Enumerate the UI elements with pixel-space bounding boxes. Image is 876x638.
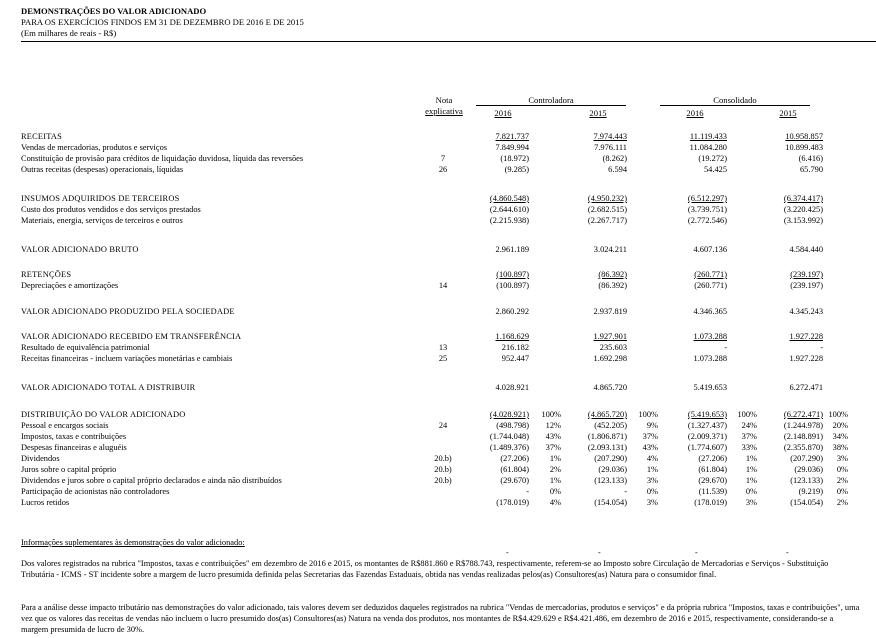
row-value: (86.392) <box>598 270 627 279</box>
row-label: Lucros retidos <box>21 498 70 507</box>
row-value: (4.028.921) <box>489 410 529 419</box>
row-value: (8.262) <box>602 154 627 163</box>
row-percent: 100% <box>541 410 561 419</box>
row-value: (11.539) <box>698 487 727 496</box>
row-value: 4.607.136 <box>693 245 727 254</box>
row-value: (100.897) <box>496 270 529 279</box>
row-percent: 3% <box>745 498 757 507</box>
row-percent: 43% <box>545 432 561 441</box>
row-value: (452.205) <box>594 421 627 430</box>
row-label: Dividendos <box>21 454 60 463</box>
table-row <box>21 142 856 153</box>
row-value: (123.133) <box>594 476 627 485</box>
row-value: (2.215.938) <box>489 216 529 225</box>
row-percent: 33% <box>741 443 757 452</box>
table-row <box>21 353 856 364</box>
row-value: (4.865.720) <box>587 410 627 419</box>
row-value: 1.927.228 <box>789 332 823 341</box>
row-label: Materiais, energia, serviços de terceiros e outros <box>21 216 183 225</box>
row-value: (2.644.610) <box>489 205 529 214</box>
row-percent: 43% <box>642 443 658 452</box>
row-percent: 1% <box>745 476 757 485</box>
row-value: (5.419.653) <box>687 410 727 419</box>
row-value: 6.272.471 <box>789 383 823 392</box>
row-percent: 0% <box>646 487 658 496</box>
table-row <box>21 215 856 226</box>
row-value: (27.206) <box>698 454 727 463</box>
table-row <box>21 269 856 280</box>
row-value: (9.219) <box>798 487 823 496</box>
table-row <box>21 453 856 464</box>
row-value: (1.244.978) <box>783 421 823 430</box>
table-row <box>21 244 856 255</box>
row-percent: 3% <box>836 454 848 463</box>
row-value: (2.355.870) <box>783 443 823 452</box>
row-label: Participação de acionistas não controladores <box>21 487 170 496</box>
year-header-3: 2016 <box>686 108 704 118</box>
row-value: (27.206) <box>500 454 529 463</box>
row-value: (6.512.297) <box>687 194 727 203</box>
row-percent: 3% <box>646 498 658 507</box>
row-value: (29.670) <box>500 476 529 485</box>
row-label: Receitas financeiras - incluem variações monetárias e cambiais <box>21 354 233 363</box>
row-value: (1.806.871) <box>587 432 627 441</box>
row-value: (29.036) <box>598 465 627 474</box>
year-header-1: 2016 <box>494 108 512 118</box>
row-percent: 38% <box>832 443 848 452</box>
row-percent: 12% <box>545 421 561 430</box>
row-label: DISTRIBUIÇÃO DO VALOR ADICIONADO <box>21 410 186 419</box>
row-value: 2.937.819 <box>593 307 627 316</box>
row-value: 5.419.653 <box>693 383 727 392</box>
note-header-line2: explicativa <box>425 106 463 116</box>
row-value: (61.804) <box>500 465 529 474</box>
row-value: (6.374.417) <box>783 194 823 203</box>
table-row <box>21 497 856 508</box>
row-percent: 37% <box>741 432 757 441</box>
row-value: (2.772.546) <box>687 216 727 225</box>
table-row <box>21 306 856 317</box>
row-value: 3.024.211 <box>593 245 627 254</box>
dash-mark: - <box>506 548 509 557</box>
row-value: 7.821.737 <box>495 132 529 141</box>
row-value: (6.416) <box>798 154 823 163</box>
row-label: Juros sobre o capital próprio <box>21 465 117 474</box>
row-value: (2.148.891) <box>783 432 823 441</box>
row-value: 4.865.720 <box>593 383 627 392</box>
row-percent: 0% <box>745 487 757 496</box>
row-label: Despesas financeiras e aluguéis <box>21 443 127 452</box>
row-value: (260.771) <box>694 270 727 279</box>
row-value: (29.670) <box>698 476 727 485</box>
row-value: (239.197) <box>790 270 823 279</box>
row-value: (6.272.471) <box>783 410 823 419</box>
row-label: Vendas de mercadorias, produtos e serviços <box>21 143 168 152</box>
row-value: 7.976.111 <box>594 143 627 152</box>
row-value: 1.073.288 <box>693 332 727 341</box>
row-value: (61.804) <box>698 465 727 474</box>
table-row <box>21 204 856 215</box>
row-value: (207.290) <box>594 454 627 463</box>
row-label: RECEITAS <box>21 132 62 141</box>
table-row <box>21 464 856 475</box>
row-percent: 34% <box>832 432 848 441</box>
row-label: Resultado de equivalência patrimonial <box>21 343 150 352</box>
row-value: 4.584.440 <box>789 245 823 254</box>
row-percent: 2% <box>836 476 848 485</box>
row-percent: 0% <box>549 487 561 496</box>
row-value: 2.860.292 <box>495 307 529 316</box>
row-value: 65.790 <box>799 165 823 174</box>
row-label: VALOR ADICIONADO BRUTO <box>21 245 139 254</box>
table-row <box>21 153 856 164</box>
row-percent: 2% <box>549 465 561 474</box>
row-label: Impostos, taxas e contribuições <box>21 432 127 441</box>
table-row <box>21 475 856 486</box>
row-value: (3.739.751) <box>687 205 727 214</box>
row-label: Depreciações e amortizações <box>21 281 119 290</box>
report-unit: (Em milhares de reais - R$) <box>21 28 876 42</box>
row-label: INSUMOS ADQUIRIDOS DE TERCEIROS <box>21 194 180 203</box>
table-row <box>21 442 856 453</box>
row-note: 13 <box>438 343 448 352</box>
row-percent: 1% <box>549 476 561 485</box>
row-value: (178.019) <box>694 498 727 507</box>
report-subtitle: PARA OS EXERCÍCIOS FINDOS EM 31 DE DEZEMBRO DE 2016 E DE 2015 <box>21 17 304 27</box>
row-label: Pessoal e encargos sociais <box>21 421 109 430</box>
info-paragraph-2: Para a análise desse impacto tributário nas demonstrações do valor adicionado, tais valores devem ser deduzidos daqueles registrados na rubrica "Vendas de mercadorias, produtos e serviços" e da própria rubrica "Impostos, taxas e contribuições", uma vez que os valores das receitas de vendas não incluem o lucro presumido dos(as) Consultores(as) Natura na venda dos produtos, nos montantes de R$4.429.629 e R$4.421.486, em dezembro de 2016 e 2015, respectivamente, considerando-se a margem presumida de lucro de 30%. <box>21 603 860 634</box>
table-row <box>21 193 856 204</box>
row-value: (9.285) <box>504 165 529 174</box>
row-value: 952.447 <box>501 354 529 363</box>
row-value: (2.009.371) <box>687 432 727 441</box>
row-value: (4.860.548) <box>489 194 529 203</box>
row-value: (207.290) <box>790 454 823 463</box>
row-label: RETENÇÕES <box>21 270 72 279</box>
row-percent: 9% <box>646 421 658 430</box>
row-note: 20.b) <box>434 454 452 463</box>
note-header <box>421 95 467 117</box>
row-value: 6.594 <box>608 165 627 174</box>
row-value: (3.220.425) <box>783 205 823 214</box>
row-value: (239.197) <box>790 281 823 290</box>
row-percent: 4% <box>646 454 658 463</box>
row-percent: 1% <box>646 465 658 474</box>
row-percent: 1% <box>745 465 757 474</box>
table-row <box>21 486 856 497</box>
row-value: 54.425 <box>703 165 727 174</box>
row-value: (123.133) <box>790 476 823 485</box>
row-percent: 0% <box>836 487 848 496</box>
row-note: 20.b) <box>434 465 452 474</box>
row-value: 2.961.189 <box>495 245 529 254</box>
row-value: 7.974.443 <box>593 132 627 141</box>
info-title: Informações suplementares às demonstrações do valor adicionado: <box>21 538 245 547</box>
row-value: 10.958.857 <box>785 132 823 141</box>
row-value: (154.054) <box>790 498 823 507</box>
row-value: (29.036) <box>794 465 823 474</box>
row-value: 1.692.298 <box>593 354 627 363</box>
row-value: 11.119.433 <box>689 132 727 141</box>
table-row <box>21 409 856 420</box>
row-value: 10.899.483 <box>785 143 823 152</box>
row-percent: 3% <box>646 476 658 485</box>
row-label: Constituição de provisão para créditos de liquidação duvidosa, líquida das reversões <box>21 154 304 163</box>
table-row <box>21 382 856 393</box>
group-header-consolidado: Consolidado <box>660 95 810 106</box>
row-percent: 37% <box>545 443 561 452</box>
dash-mark: - <box>598 548 601 557</box>
row-value: 4.345.243 <box>789 307 823 316</box>
row-value: 11.084.280 <box>689 143 727 152</box>
table-row <box>21 280 856 291</box>
row-percent: 24% <box>741 421 757 430</box>
row-percent: 100% <box>828 410 848 419</box>
group-header-controladora: Controladora <box>476 95 626 106</box>
row-value: (19.272) <box>698 154 727 163</box>
row-label: Dividendos e juros sobre o capital próprio declarados e ainda não distribuídos <box>21 476 282 485</box>
row-percent: 37% <box>642 432 658 441</box>
row-value: (1.327.437) <box>687 421 727 430</box>
row-value: - <box>820 343 823 352</box>
row-value: (1.774.607) <box>687 443 727 452</box>
row-value: 4.028.921 <box>495 383 529 392</box>
row-value: (154.054) <box>594 498 627 507</box>
table-row <box>21 431 856 442</box>
row-value: (100.897) <box>496 281 529 290</box>
row-percent: 20% <box>832 421 848 430</box>
row-note: 24 <box>438 421 448 430</box>
row-value: - <box>624 487 627 496</box>
row-note: 20.b) <box>434 476 452 485</box>
row-value: 1.168.629 <box>495 332 529 341</box>
report-header <box>21 6 876 42</box>
row-value: (178.019) <box>496 498 529 507</box>
row-value: 7.849.994 <box>495 143 529 152</box>
row-value: (1.489.376) <box>489 443 529 452</box>
table-row <box>21 331 856 342</box>
row-percent: 2% <box>836 498 848 507</box>
row-note: 14 <box>438 281 448 290</box>
row-label: VALOR ADICIONADO RECEBIDO EM TRANSFERÊNCIA <box>21 332 242 341</box>
row-value: 1.927.901 <box>593 332 627 341</box>
row-value: 1.927.228 <box>789 354 823 363</box>
year-header-2: 2015 <box>589 108 607 118</box>
row-value: 235.603 <box>599 343 627 352</box>
table-row <box>21 420 856 431</box>
table-row <box>21 131 856 142</box>
row-note: 26 <box>438 165 448 174</box>
row-percent: 100% <box>737 410 757 419</box>
row-value: (2.682.515) <box>587 205 627 214</box>
row-label: Outras receitas (despesas) operacionais, líquidas <box>21 165 184 174</box>
row-note: 25 <box>438 354 448 363</box>
row-value: (260.771) <box>694 281 727 290</box>
year-header-4: 2015 <box>779 108 797 118</box>
row-value: 1.073.288 <box>693 354 727 363</box>
row-value: (18.972) <box>500 154 529 163</box>
row-percent: 1% <box>745 454 757 463</box>
row-value: 216.182 <box>501 343 529 352</box>
row-value: (2.267.717) <box>587 216 627 225</box>
row-percent: 1% <box>549 454 561 463</box>
row-value: (2.093.131) <box>587 443 627 452</box>
row-value: 4.346.365 <box>693 307 727 316</box>
row-note: 7 <box>440 154 446 163</box>
table-row <box>21 164 856 175</box>
row-percent: 4% <box>549 498 561 507</box>
row-value: - <box>526 487 529 496</box>
row-value: (1.744.048) <box>489 432 529 441</box>
dash-mark: - <box>786 548 789 557</box>
row-value: (4.950.232) <box>587 194 627 203</box>
row-label: Custo dos produtos vendidos e dos serviços prestados <box>21 205 201 214</box>
row-percent: 100% <box>638 410 658 419</box>
report-title: DEMONSTRAÇÕES DO VALOR ADICIONADO <box>21 6 207 16</box>
row-percent: 0% <box>836 465 848 474</box>
row-value: (498.798) <box>496 421 529 430</box>
row-value: - <box>724 343 727 352</box>
dash-mark: - <box>695 548 698 557</box>
row-value: (86.392) <box>598 281 627 290</box>
info-paragraph-1: Dos valores registrados na rubrica "Impostos, taxas e contribuições" em dezembro de 2016 e 2015, os montantes de R$881.860 e R$788.743, respectivamente, referem-se ao Imposto sobre Circulação de Mercadorias e Serviços - Substituição Tributária - ICMS - ST incidente sobre a margem de lucro presumida definida pelas Secretarias das Fazendas Estaduais, obtida nas vendas realizadas pelos(as) Consultores(as) Natura para o consumidor final. <box>21 559 829 579</box>
row-label: VALOR ADICIONADO PRODUZIDO PELA SOCIEDADE <box>21 307 235 316</box>
row-value: (3.153.992) <box>783 216 823 225</box>
table-row <box>21 342 856 353</box>
row-label: VALOR ADICIONADO TOTAL A DISTRIBUIR <box>21 383 196 392</box>
note-header-line1: Nota <box>435 95 453 105</box>
